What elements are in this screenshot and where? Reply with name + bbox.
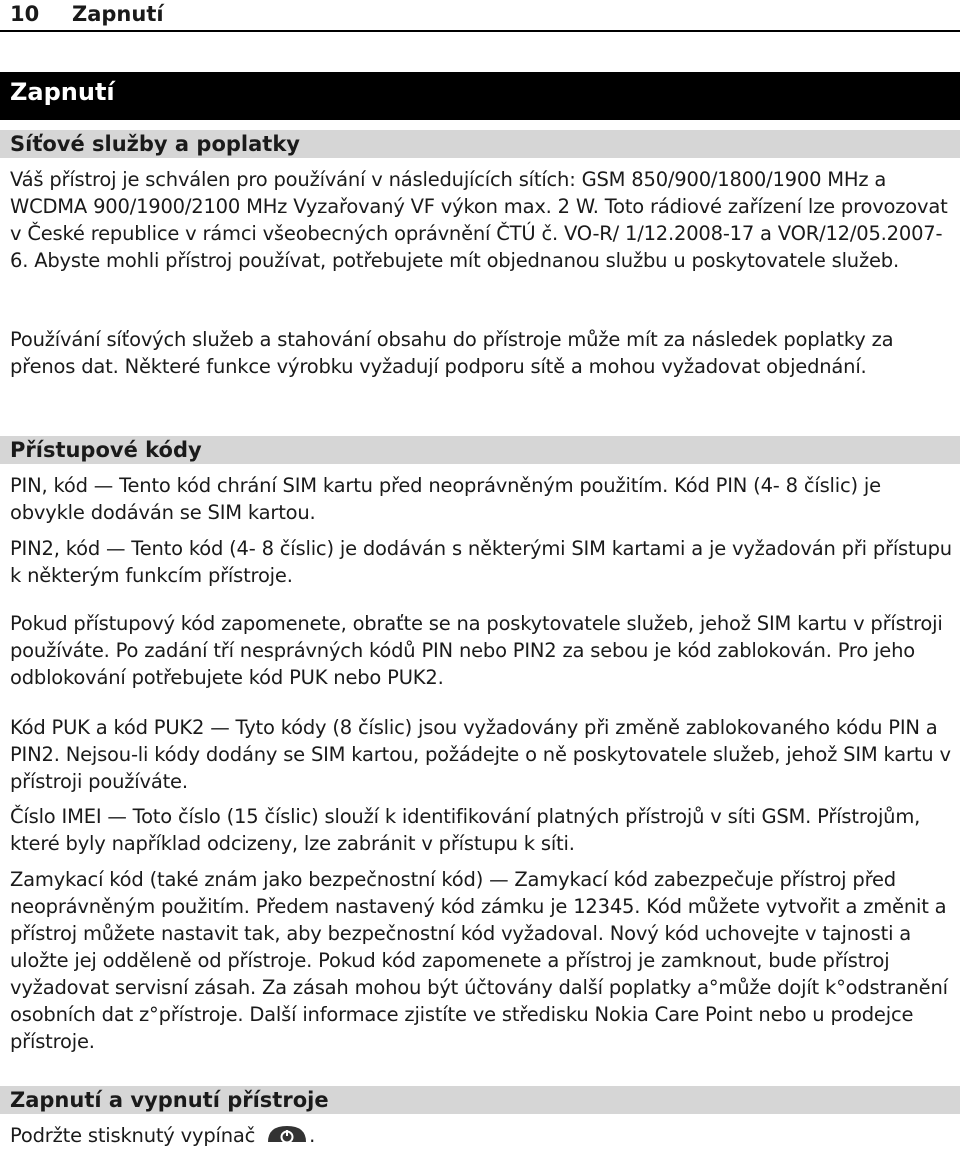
paragraph-pin2: PIN2, kód — Tento kód (4- 8 číslic) je dodáván s některými SIM kartami a je vyžadován při přístupu k některým funkcím přístroje. <box>10 537 952 587</box>
paragraph-imei: Číslo IMEI — Toto číslo (15 číslic) slouží k identifikování platných přístrojů v síti GSM. Přístrojům, které byly například odcizeny, lze zabránit v přístupu k síti. <box>10 805 921 855</box>
running-title: Zapnutí <box>72 2 164 26</box>
paragraph-puk: Kód PUK a kód PUK2 — Tyto kódy (8 číslic) jsou vyžadovány při změně zablokovaného kódu PIN a PIN2. Nejsou-li kódy dodány se SIM kartou, požádejte o ně poskytovatele služeb, jehož SIM kartu v přístroji používáte. <box>10 716 951 793</box>
paragraph-network-fees: Používání síťových služeb a stahování obsahu do přístroje může mít za následek poplatky za přenos dat. Některé funkce výrobku vyžadují podporu sítě a mohou vyžadovat objednání. <box>10 328 894 378</box>
page-number: 10 <box>10 2 40 26</box>
running-header <box>0 0 960 32</box>
power-key-icon <box>265 1122 309 1153</box>
power-instruction-end: . <box>309 1124 316 1147</box>
section-heading-power: Zapnutí a vypnutí přístroje <box>0 1086 960 1114</box>
paragraph-forgot-code: Pokud přístupový kód zapomenete, obraťte se na poskytovatele služeb, jehož SIM kartu v přístroji používáte. Po zadání tří nesprávných kódů PIN nebo PIN2 za sebou je kód zablokován. Pro jeho odblokování potřebujete kód PUK nebo PUK2. <box>10 612 943 689</box>
chapter-title: Zapnutí <box>0 72 960 120</box>
paragraph-power <box>10 1122 955 1153</box>
paragraph-network-approval: Váš přístroj je schválen pro používání v následujících sítích: GSM 850/900/1800/1900 MHz a WCDMA 900/1900/2100 MHz Vyzařovaný VF výkon max. 2 W. Toto rádiové zařízení lze provozovat v České republice v rámci všeobecných oprávnění ČTÚ č. VO-R/ 1/12.2008-17 a VOR/12/05.2007-6. Abyste mohli přístroj používat, potřebujete mít objednanou službu u poskytovatele služeb. <box>10 168 948 272</box>
power-instruction-text: Podržte stisknutý vypínač <box>10 1124 256 1147</box>
section-heading-network: Síťové služby a poplatky <box>0 130 960 158</box>
paragraph-lock-code: Zamykací kód (také znám jako bezpečnostní kód) — Zamykací kód zabezpečuje přístroj před neoprávněným použitím. Předem nastavený kód zámku je 12345. Kód můžete vytvořit a změnit a přístroj můžete nastavit tak, aby bezpečnostní kód vyžadoval. Nový kód uchovejte v tajnosti a uložte jej odděleně od přístroje. Pokud kód zapomenete a přístroj je zamknout, bude přístroj vyžadovat servisní zásah. Za zásah mohou být účtovány další poplatky a°může dojít k°odstranění osobních dat z°přístroje. Další informace zjistíte ve středisku Nokia Care Point nebo u prodejce přístroje. <box>10 868 948 1053</box>
paragraph-pin: PIN, kód — Tento kód chrání SIM kartu před neoprávněným použitím. Kód PIN (4- 8 číslic) je obvykle dodáván se SIM kartou. <box>10 474 881 524</box>
section-heading-access-codes: Přístupové kódy <box>0 436 960 464</box>
